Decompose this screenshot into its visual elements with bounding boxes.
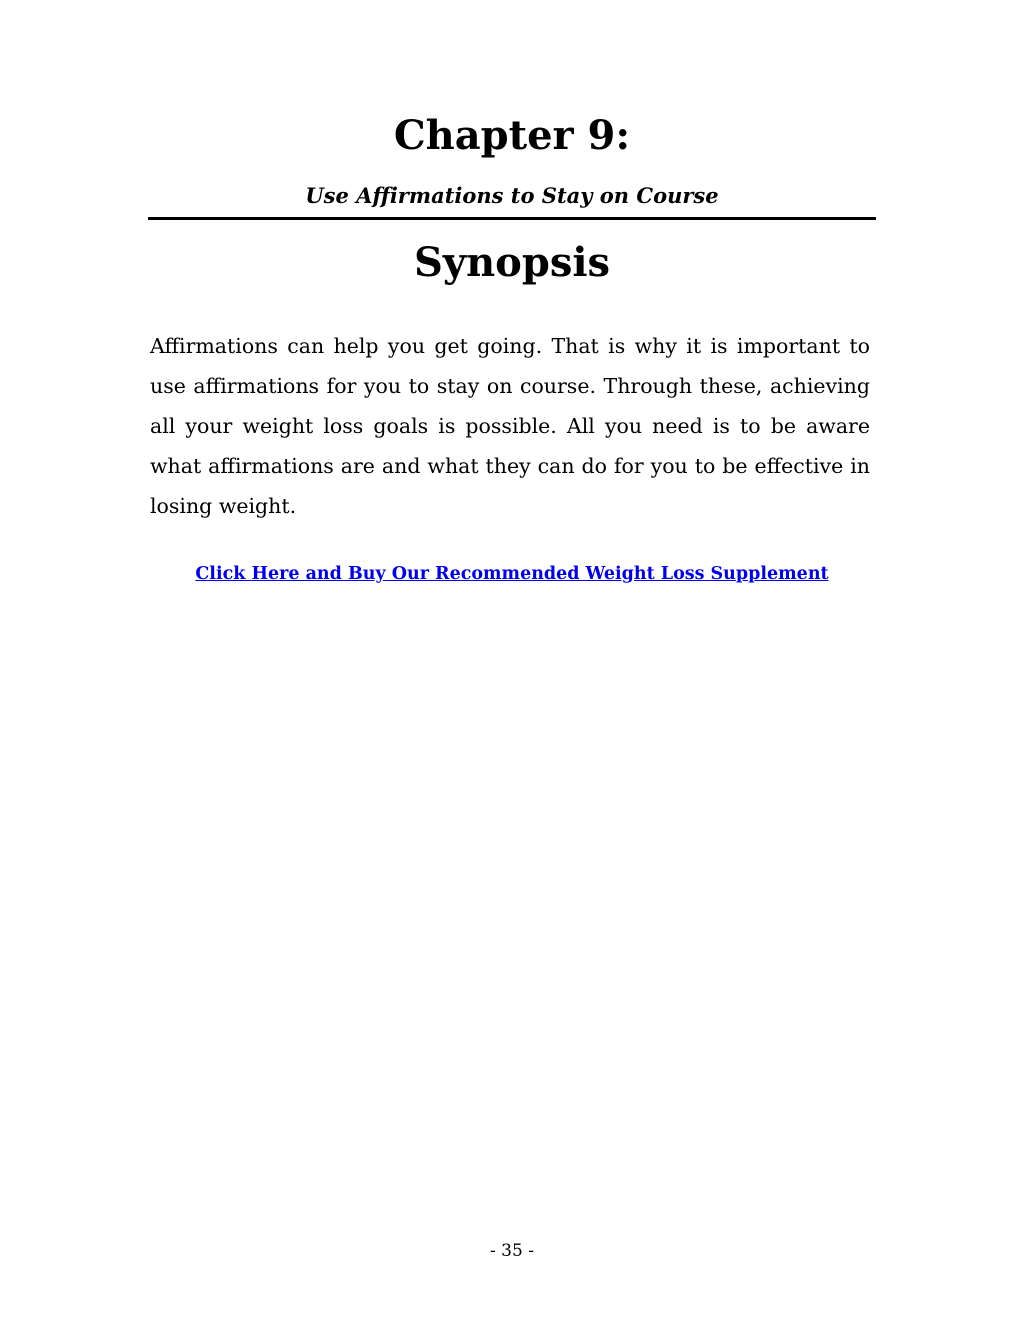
synopsis-paragraph: Affirmations can help you get going. That is why it is important to use affirmations for you to stay on course. Through these, achieving all your weight loss goals is possible. All you need is to be aware what affirmations are and what they can do for you to be effective in losing weight. <box>150 334 870 518</box>
chapter-title: Chapter 9: <box>393 112 631 159</box>
buy-supplement-link[interactable]: Click Here and Buy Our Recommended Weight Loss Supplement <box>195 564 829 584</box>
title-divider <box>148 217 876 220</box>
chapter-subtitle: Use Affirmations to Stay on Course <box>305 183 719 208</box>
section-title: Synopsis <box>413 239 611 286</box>
page-number: - 35 - <box>490 1241 534 1261</box>
promo-link-container <box>0 561 1024 587</box>
